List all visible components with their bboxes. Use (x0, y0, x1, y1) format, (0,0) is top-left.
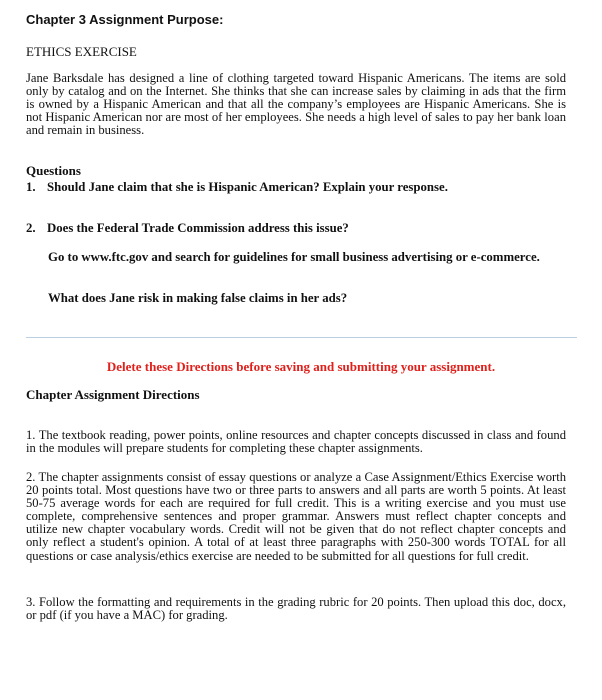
questions-heading: Questions (26, 163, 81, 178)
section-divider (26, 337, 577, 338)
chapter-title: Chapter 3 Assignment Purpose: (26, 12, 224, 27)
directions-paragraph-2: 2. The chapter assignments consist of essay questions or analyze a Case Assignment/Ethics Exercise worth 20 points total. Most questions have two or three parts to answers and all parts are worth 5 points. At least 50-75 average words for each are required for full credit. This is a writing exercise and you must use complete, comprehensive sentences and proper grammar. Answers must reflect chapter concepts and utilize new chapter vocabulary words. Credit will not be given that do not reflect chapter concepts and only reflect a student's opinion. A total of at least three paragraphs with 250-300 words TOTAL for all questions or case analysis/ethics exercise are needed to be submitted for all questions for full credit. (26, 470, 566, 563)
directions-paragraph-1: 1. The textbook reading, power points, online resources and chapter concepts discussed in class and found in the modules will prepare students for completing these chapter assignments. (26, 428, 566, 456)
question-text: Should Jane claim that she is Hispanic American? Explain your response. (47, 180, 448, 194)
question-text: Does the Federal Trade Commission address this issue? (47, 221, 349, 235)
question-number: 2. (26, 221, 36, 235)
question-number: 1. (26, 180, 36, 194)
intro-paragraph: Jane Barksdale has designed a line of clothing targeted toward Hispanic Americans. The items are sold only by catalog and on the Internet. She thinks that she can increase sales by claiming in ads that the firm is owned by a Hispanic American and that all the company’s employees are Hispanic Americans. She is not Hispanic American nor are most of her employees. She needs a high level of sales to pay her bank loan and remain in business. (26, 71, 566, 138)
question-2 (26, 221, 349, 236)
exercise-heading: ETHICS EXERCISE (26, 44, 137, 59)
question-2-sub-1: Go to www.ftc.gov and search for guidelines for small business advertising or e-commerce. (48, 250, 540, 264)
question-2-sub-2: What does Jane risk in making false claims in her ads? (48, 291, 348, 305)
delete-directions-warning: Delete these Directions before saving and submitting your assignment. (106, 359, 496, 374)
question-1 (26, 180, 448, 195)
directions-heading: Chapter Assignment Directions (26, 387, 200, 402)
directions-paragraph-3: 3. Follow the formatting and requirements in the grading rubric for 20 points. Then upload this doc, docx, or pdf (if you have a MAC) for grading. (26, 595, 566, 623)
